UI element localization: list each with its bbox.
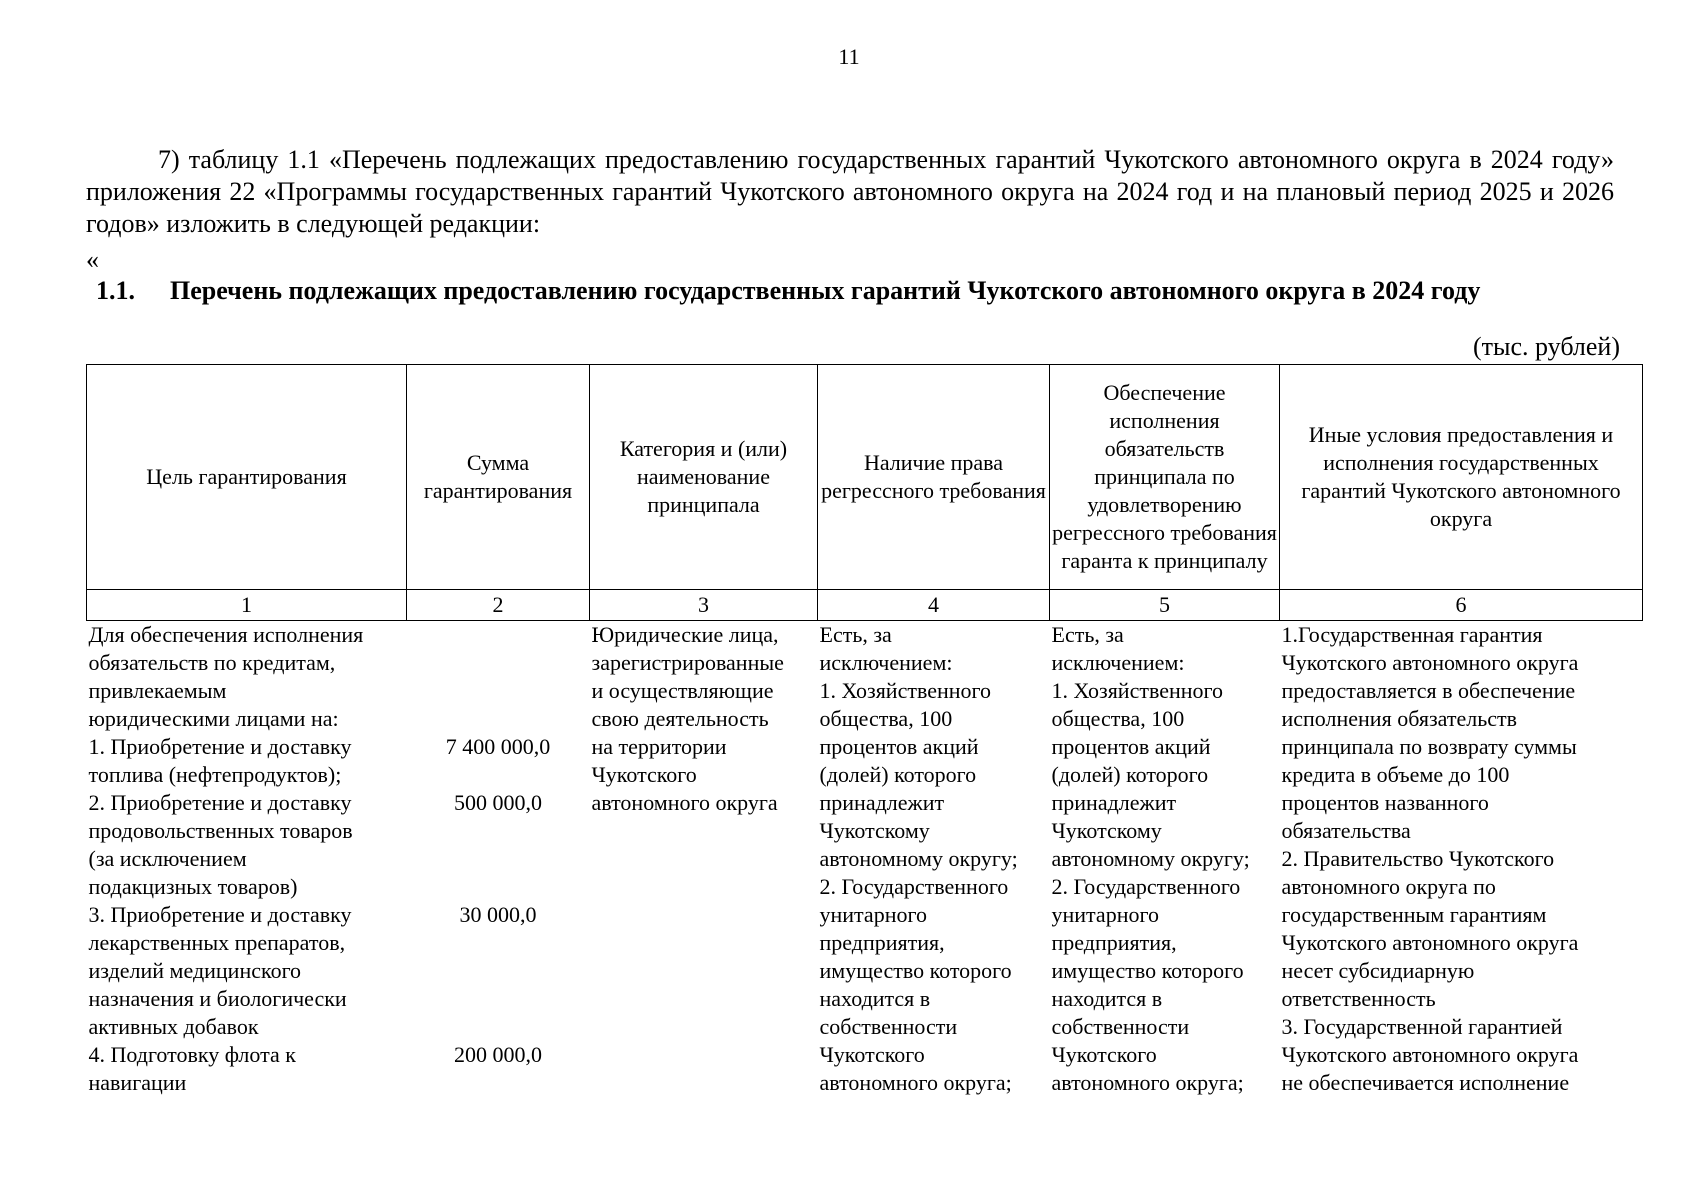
security-line: процентов акций: [1051, 734, 1211, 759]
security-line: находится в: [1051, 986, 1163, 1011]
conditions-line: ответственность: [1281, 986, 1436, 1011]
conditions-line: кредита в объеме до 100: [1281, 762, 1510, 787]
security-line: (долей) которого: [1051, 762, 1209, 787]
regress-line: Чукотскому: [819, 818, 930, 843]
cell-purpose: [87, 621, 407, 1098]
amount-value: [409, 677, 588, 705]
purpose-line: 3. Приобретение и доставку: [88, 902, 352, 927]
security-line: унитарного: [1051, 902, 1159, 927]
header-purpose: Цель гарантирования: [87, 365, 407, 590]
column-number-row: [87, 590, 1643, 621]
regress-line: (долей) которого: [819, 762, 977, 787]
regress-line: процентов акций: [819, 734, 979, 759]
conditions-line: 2. Правительство Чукотского: [1281, 846, 1555, 871]
conditions-line: несет субсидиарную: [1281, 958, 1475, 983]
principal-line: Чукотского: [591, 762, 697, 787]
security-line: Чукотскому: [1051, 818, 1162, 843]
security-line: исключением:: [1051, 650, 1185, 675]
cell-other-conditions: [1280, 621, 1643, 1098]
amount-value: [409, 929, 588, 957]
security-line: принадлежит: [1051, 790, 1177, 815]
cell-regress-right: [818, 621, 1050, 1098]
amount-value: [409, 817, 588, 845]
amount-value: [409, 957, 588, 985]
amount-value: [409, 985, 588, 1013]
intro-paragraph: 7) таблицу 1.1 «Перечень подлежащих предоставлению государственных гарантий Чукотского автономного округа в 2024 году» приложения 22 «Программы государственных гарантий Чукотского автономного округа на 2024 год и на плановый период 2025 и 2026 годов» изложить в следующей редакции:: [86, 145, 1614, 238]
purpose-line: подакцизных товаров): [88, 874, 298, 899]
purpose-line: 2. Приобретение и доставку: [88, 790, 352, 815]
table-heading-number: 1.1.: [96, 276, 135, 305]
amount-value: [409, 705, 588, 733]
regress-line: принадлежит: [819, 790, 945, 815]
amount-value: 7 400 000,0: [445, 734, 551, 759]
purpose-line: назначения и биологически: [88, 986, 347, 1011]
regress-line: Чукотского: [819, 1042, 925, 1067]
regress-line: 2. Государственного: [819, 874, 1009, 899]
regress-line: находится в: [819, 986, 931, 1011]
units-label: (тыс. рублей): [1472, 332, 1620, 361]
cell-principal: [590, 621, 818, 1098]
purpose-line: привлекаемым: [88, 678, 227, 703]
amount-value: [409, 1013, 588, 1041]
page-number: 11: [838, 44, 860, 69]
conditions-line: Чукотского автономного округа: [1281, 930, 1579, 955]
conditions-line: 3. Государственной гарантией: [1281, 1014, 1563, 1039]
principal-line: на территории: [591, 734, 727, 759]
purpose-line: Для обеспечения исполнения: [88, 622, 364, 647]
regress-line: унитарного: [819, 902, 927, 927]
purpose-line: продовольственных товаров: [88, 818, 353, 843]
amount-value: [409, 649, 588, 677]
regress-line: предприятия,: [819, 930, 945, 955]
conditions-line: процентов названного: [1281, 790, 1489, 815]
conditions-line: не обеспечивается исполнение: [1281, 1070, 1570, 1095]
cell-amount: [407, 621, 590, 1098]
principal-line: свою деятельность: [591, 706, 769, 731]
column-number: 5: [1050, 590, 1280, 621]
principal-line: автономного округа: [591, 790, 778, 815]
regress-line: имущество которого: [819, 958, 1012, 983]
header-principal: Категория и (или) наименование принципала: [590, 365, 818, 590]
principal-line: и осуществляющие: [591, 678, 774, 703]
purpose-line: 1. Приобретение и доставку: [88, 734, 352, 759]
cell-security: [1050, 621, 1280, 1098]
table-row: [87, 621, 1643, 1098]
principal-line: зарегистрированные: [591, 650, 784, 675]
amount-value: [409, 845, 588, 873]
column-number: 6: [1280, 590, 1643, 621]
conditions-line: исполнения обязательств: [1281, 706, 1518, 731]
purpose-line: активных добавок: [88, 1014, 259, 1039]
regress-line: общества, 100: [819, 706, 953, 731]
header-security: Обеспечение исполнения обязательств принципала по удовлетворению регрессного требования гаранта к принципалу: [1050, 365, 1280, 590]
conditions-line: государственным гарантиям: [1281, 902, 1547, 927]
amount-value: 30 000,0: [459, 902, 537, 927]
purpose-line: лекарственных препаратов,: [88, 930, 346, 955]
security-line: 1. Хозяйственного: [1051, 678, 1224, 703]
conditions-line: предоставляется в обеспечение: [1281, 678, 1576, 703]
regress-line: Есть, за: [819, 622, 892, 647]
purpose-line: 4. Подготовку флота к: [88, 1042, 296, 1067]
security-line: Есть, за: [1051, 622, 1124, 647]
guarantees-table: [86, 364, 1643, 1097]
amount-value: [409, 761, 588, 789]
opening-quote: «: [86, 245, 99, 274]
security-line: автономного округа;: [1051, 1070, 1244, 1095]
conditions-line: 1.Государственная гарантия: [1281, 622, 1543, 647]
conditions-line: Чукотского автономного округа: [1281, 650, 1579, 675]
header-amount: Сумма гарантирования: [407, 365, 590, 590]
security-line: предприятия,: [1051, 930, 1177, 955]
purpose-line: (за исключением: [88, 846, 247, 871]
conditions-line: принципала по возврату суммы: [1281, 734, 1577, 759]
column-number: 2: [407, 590, 590, 621]
regress-line: 1. Хозяйственного: [819, 678, 992, 703]
column-number: 1: [87, 590, 407, 621]
amount-value: [409, 1069, 588, 1097]
purpose-line: обязательств по кредитам,: [88, 650, 336, 675]
regress-line: автономного округа;: [819, 1070, 1012, 1095]
security-line: общества, 100: [1051, 706, 1185, 731]
principal-line: Юридические лица,: [591, 622, 779, 647]
purpose-line: навигации: [88, 1070, 187, 1095]
amount-value: 200 000,0: [454, 1042, 542, 1067]
column-number: 4: [818, 590, 1050, 621]
column-number: 3: [590, 590, 818, 621]
amount-value: 500 000,0: [454, 790, 542, 815]
conditions-line: обязательства: [1281, 818, 1411, 843]
security-line: собственности: [1051, 1014, 1190, 1039]
amount-value: [409, 873, 588, 901]
table-heading-title: Перечень подлежащих предоставлению государственных гарантий Чукотского автономного округа в 2024 году: [170, 276, 1481, 305]
security-line: автономному округу;: [1051, 846, 1250, 871]
purpose-line: юридическими лицами на:: [88, 706, 339, 731]
security-line: 2. Государственного: [1051, 874, 1241, 899]
table-header-row: [87, 365, 1643, 590]
header-other-conditions: Иные условия предоставления и исполнения государственных гарантий Чукотского автономного округа: [1280, 365, 1643, 590]
purpose-line: топлива (нефтепродуктов);: [88, 762, 342, 787]
conditions-line: Чукотского автономного округа: [1281, 1042, 1579, 1067]
regress-line: собственности: [819, 1014, 958, 1039]
header-regress-right: Наличие права регрессного требования: [818, 365, 1050, 590]
regress-line: исключением:: [819, 650, 953, 675]
security-line: имущество которого: [1051, 958, 1244, 983]
purpose-line: изделий медицинского: [88, 958, 302, 983]
conditions-line: автономного округа по: [1281, 874, 1496, 899]
table-heading: [96, 276, 1656, 306]
amount-value: [409, 621, 588, 649]
regress-line: автономному округу;: [819, 846, 1018, 871]
security-line: Чукотского: [1051, 1042, 1157, 1067]
